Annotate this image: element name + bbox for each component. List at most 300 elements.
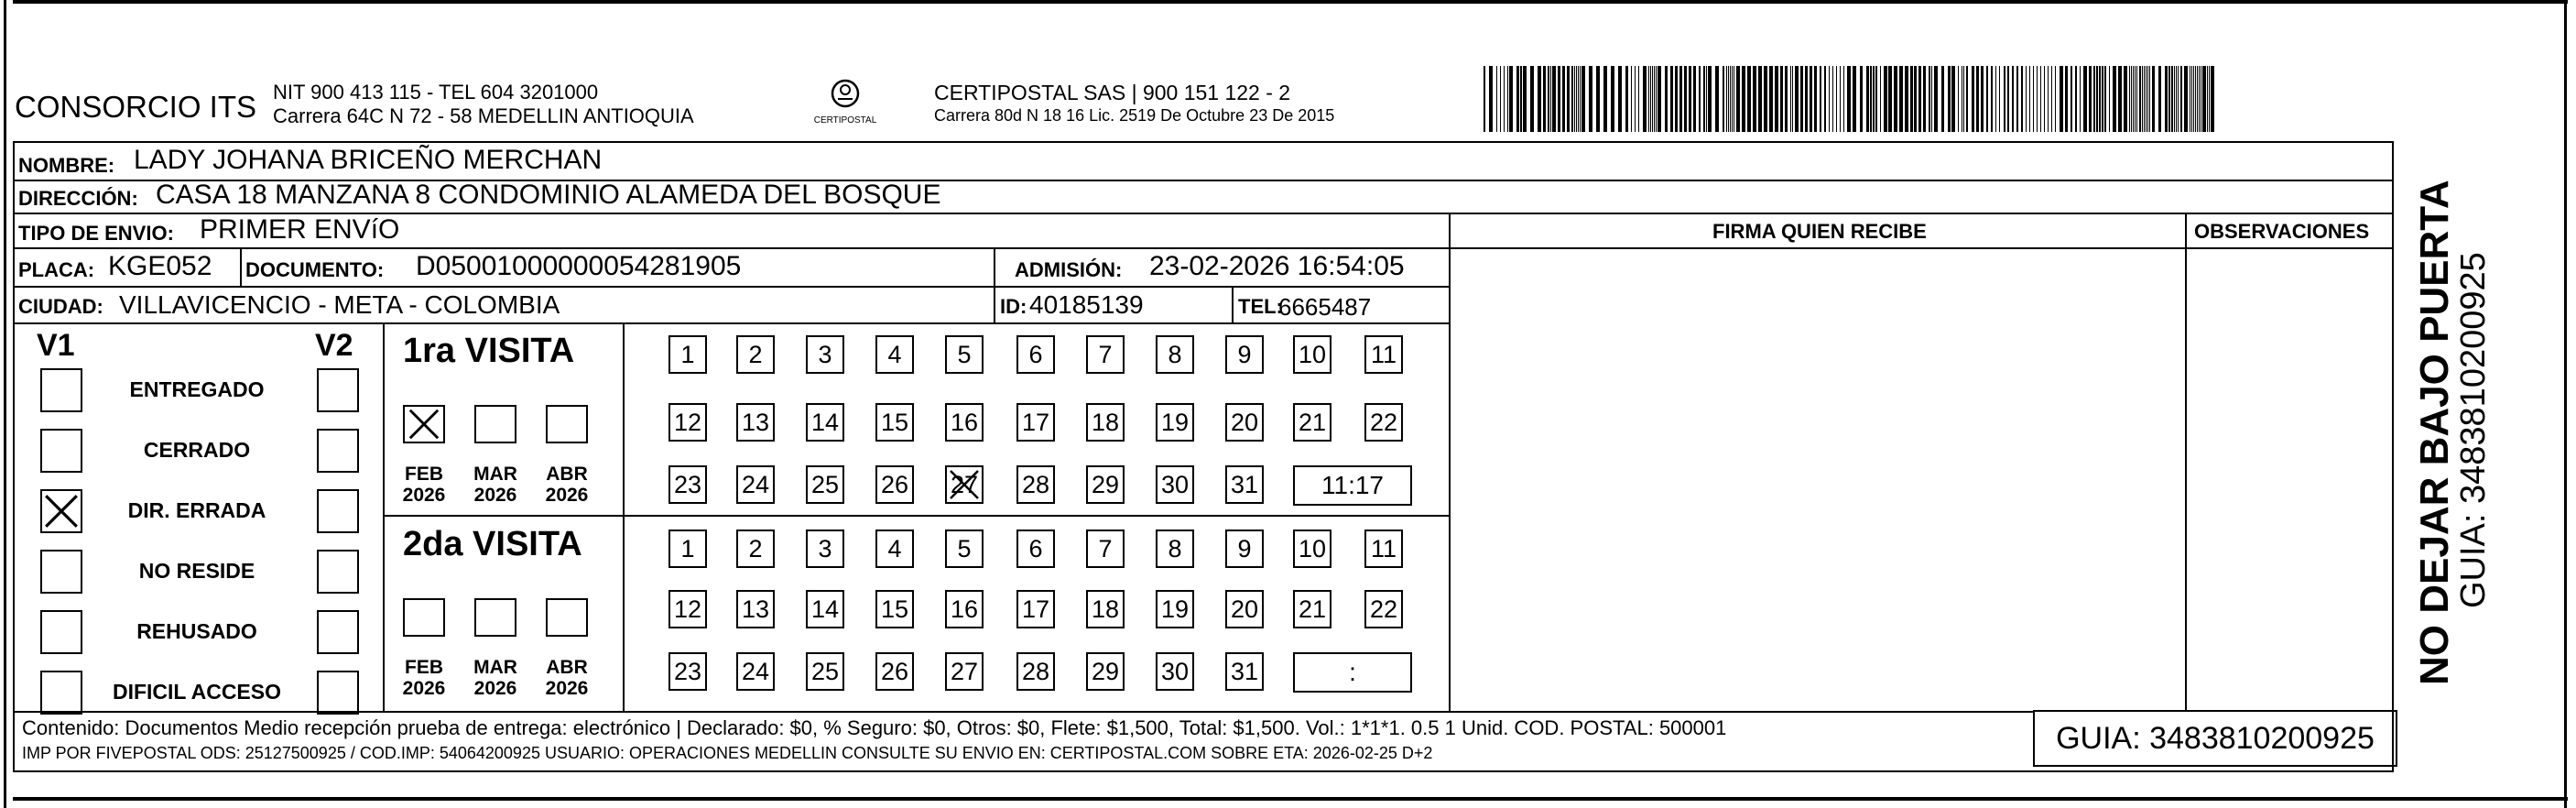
barcode-bar	[1558, 66, 1560, 132]
row-divider	[13, 322, 1451, 324]
day-box: 14	[806, 590, 844, 628]
barcode-bar	[1934, 66, 1938, 132]
day-box: 15	[875, 590, 914, 628]
status-label: REHUSADO	[136, 619, 257, 643]
day-box: 18	[1086, 403, 1125, 442]
day-box: 6	[1016, 335, 1055, 374]
v1-checkbox	[40, 671, 82, 715]
day-box: 16	[945, 590, 984, 628]
month-checkbox	[403, 405, 445, 443]
barcode-bar	[2118, 66, 2122, 132]
barcode-bar	[1715, 66, 1719, 132]
col-divider	[623, 322, 625, 711]
barcode-bar	[1530, 66, 1534, 132]
day-box: 10	[1293, 335, 1331, 374]
barcode-bar	[1580, 66, 1581, 132]
barcode-bar	[1500, 66, 1501, 132]
col-divider	[383, 322, 385, 711]
barcode-bar	[1800, 66, 1803, 132]
day-box: 20	[1225, 403, 1264, 442]
barcode-bar	[1873, 66, 1875, 132]
barcode-bar	[1684, 66, 1687, 132]
month-checkbox	[474, 598, 516, 637]
day-box: 8	[1156, 335, 1194, 374]
barcode-bar	[2142, 66, 2143, 132]
day-box: 10	[1293, 530, 1331, 568]
barcode-bar	[1516, 66, 1519, 132]
placa-label: PLACA:	[18, 258, 95, 281]
barcode-bar	[1829, 66, 1830, 132]
barcode-bar	[1884, 66, 1887, 132]
v2-checkbox	[317, 671, 359, 715]
day-box: 30	[1156, 652, 1194, 691]
top-edge	[13, 0, 2568, 4]
barcode-bar	[1814, 66, 1817, 132]
barcode-bar	[2055, 66, 2056, 132]
barcode-bar	[1648, 66, 1649, 132]
day-box: 5	[945, 530, 984, 568]
certipostal-name: CERTIPOSTAL SAS | 900 151 122 - 2	[934, 81, 1291, 104]
day-box: 31	[1225, 465, 1264, 504]
day-box: 26	[875, 652, 914, 691]
day-box: 20	[1225, 590, 1264, 628]
day-box: 24	[736, 652, 775, 691]
sig-header-line	[1449, 247, 2394, 249]
barcode-bar	[2075, 66, 2077, 132]
day-box: 25	[806, 652, 844, 691]
v1-checkbox	[40, 368, 82, 412]
status-label: NO RESIDE	[138, 559, 255, 583]
barcode-bar	[2149, 66, 2150, 132]
barcode-bar	[2139, 66, 2141, 132]
status-label: ENTREGADO	[129, 377, 265, 401]
bottom-edge	[13, 797, 2568, 801]
visit-divider	[383, 515, 1449, 517]
barcode-bar	[2195, 66, 2196, 132]
barcode-bar	[1574, 66, 1575, 132]
barcode-bar	[1888, 66, 1892, 132]
barcode-bar	[1840, 66, 1841, 132]
barcode-bar	[1578, 66, 1579, 132]
barcode-bar	[2071, 66, 2072, 132]
barcode-bar	[1918, 66, 1921, 132]
first-visit-title: 1ra VISITA	[403, 332, 575, 370]
barcode-bar	[1723, 66, 1724, 132]
barcode-bar	[2176, 66, 2177, 132]
day-box: 12	[668, 590, 707, 628]
day-box: 21	[1293, 590, 1331, 628]
day-box: 21	[1293, 403, 1331, 442]
barcode-bar	[2113, 66, 2116, 132]
barcode-bar	[1866, 66, 1869, 132]
day-box: 9	[1225, 530, 1264, 568]
day-box: 4	[875, 530, 914, 568]
col-divider	[2392, 213, 2394, 711]
barcode-bar	[2202, 66, 2206, 132]
documento-label: DOCUMENTO:	[245, 258, 385, 281]
barcode-bar	[2168, 66, 2170, 132]
barcode-bar	[1860, 66, 1863, 132]
nombre-value: LADY JOHANA BRICEÑO MERCHAN	[134, 145, 603, 175]
barcode-bar	[1552, 66, 1556, 132]
day-box: 24	[736, 465, 775, 504]
v2-checkbox	[317, 610, 359, 654]
barcode-bar	[1905, 66, 1908, 132]
status-label: DIR. ERRADA	[127, 498, 266, 522]
barcode-bar	[1824, 66, 1826, 132]
barcode-bar	[1658, 66, 1661, 132]
day-box: 28	[1016, 652, 1055, 691]
nombre-label: NOMBRE:	[18, 154, 115, 177]
day-box: 16	[945, 403, 984, 442]
barcode-bar	[2124, 66, 2127, 132]
barcode-bar	[2178, 66, 2179, 132]
barcode-bar	[1706, 66, 1707, 132]
day-box: 29	[1086, 652, 1125, 691]
barcode-bar	[1693, 66, 1696, 132]
day-box: 19	[1156, 590, 1194, 628]
barcode-bar	[1703, 66, 1705, 132]
documento-value: D05001000000054281905	[416, 251, 742, 281]
barcode-bar	[2133, 66, 2134, 132]
day-box: 23	[668, 652, 707, 691]
barcode-bar	[2051, 66, 2052, 132]
month-label: FEB 2026	[402, 464, 446, 506]
barcode-bar	[1538, 66, 1541, 132]
barcode-bar	[1652, 66, 1653, 132]
col-divider	[240, 247, 242, 286]
day-box: 29	[1086, 465, 1125, 504]
barcode-bar	[1780, 66, 1783, 132]
placa-value: KGE052	[108, 251, 212, 281]
day-box: 27	[945, 465, 984, 504]
barcode-bar	[1728, 66, 1729, 132]
month-checkbox	[546, 598, 588, 637]
tipo-label: TIPO DE ENVIO:	[18, 222, 174, 245]
barcode-bar	[1504, 66, 1505, 132]
admision-label: ADMISIÓN:	[1015, 258, 1123, 281]
day-box: 11	[1364, 530, 1403, 568]
day-box: 7	[1086, 530, 1125, 568]
barcode-bar	[1914, 66, 1917, 132]
barcode-bar	[2180, 66, 2182, 132]
barcode-bar	[1550, 66, 1551, 132]
day-box: 13	[736, 403, 775, 442]
barcode-bar	[2093, 66, 2095, 132]
barcode-bar	[1603, 66, 1607, 132]
barcode-bar	[1958, 66, 1959, 132]
barcode-bar	[1758, 66, 1762, 132]
barcode-bar	[1894, 66, 1897, 132]
day-box: 31	[1225, 652, 1264, 691]
barcode-bar	[1726, 66, 1727, 132]
day-box: 30	[1156, 465, 1194, 504]
barcode-bar	[1805, 66, 1808, 132]
barcode-bar	[2211, 66, 2214, 132]
company-address: Carrera 64C N 72 - 58 MEDELLIN ANTIOQUIA	[273, 104, 694, 127]
day-box: 26	[875, 465, 914, 504]
v1-label: V1	[37, 328, 75, 363]
day-box: 2	[736, 530, 775, 568]
barcode-bar	[2021, 66, 2023, 132]
no-dejar-warning: NO DEJAR BAJO PUERTA	[2412, 180, 2457, 685]
barcode-bar	[1665, 66, 1668, 132]
day-box: 3	[806, 530, 844, 568]
barcode-bar	[1963, 66, 1964, 132]
day-box: 28	[1016, 465, 1055, 504]
col-divider	[994, 247, 995, 322]
status-label: DIFICIL ACCESO	[112, 680, 281, 704]
barcode-bar	[1870, 66, 1872, 132]
day-box: 4	[875, 335, 914, 374]
barcode-bar	[2089, 66, 2092, 132]
barcode-bar	[2171, 66, 2173, 132]
v2-checkbox	[317, 489, 359, 533]
barcode-bar	[1489, 66, 1493, 132]
id-value: 40185139	[1029, 290, 1144, 319]
barcode-bar	[1643, 66, 1647, 132]
barcode-bar	[2040, 66, 2041, 132]
day-box: 15	[875, 403, 914, 442]
barcode-bar	[2152, 66, 2155, 132]
barcode-bar	[2033, 66, 2034, 132]
barcode-bar	[1618, 66, 1622, 132]
logo-text: CERTIPOSTAL	[813, 115, 877, 126]
barcode-bar	[1910, 66, 1913, 132]
barcode-bar	[1708, 66, 1712, 132]
right-edge	[2564, 0, 2567, 808]
barcode-bar	[2004, 66, 2005, 132]
barcode-bar	[1880, 66, 1881, 132]
barcode-bar	[1631, 66, 1632, 132]
barcode-bar	[1929, 66, 1930, 132]
day-box: 12	[668, 403, 707, 442]
barcode-bar	[1795, 66, 1799, 132]
barcode-bar	[2144, 66, 2145, 132]
barcode-bar	[1792, 66, 1793, 132]
barcode-bar	[1596, 66, 1600, 132]
barcode-bar	[2199, 66, 2200, 132]
tipo-value: PRIMER ENVíO	[200, 214, 400, 245]
time-box: :	[1293, 652, 1412, 693]
barcode-bar	[1732, 66, 1733, 132]
day-box: 23	[668, 465, 707, 504]
v2-checkbox	[317, 550, 359, 594]
barcode-bar	[1923, 66, 1926, 132]
day-box: 6	[1016, 530, 1055, 568]
barcode-bar	[2099, 66, 2101, 132]
barcode-bar	[1847, 66, 1851, 132]
row-divider	[13, 711, 2033, 713]
month-label: MAR 2026	[473, 657, 517, 699]
barcode-bar	[1966, 66, 1968, 132]
footer-content: Contenido: Documentos Medio recepción prueba de entrega: electrónico | Declarado: $0, % Seguro: $0, Otros: $0, Flete: $1,500, Total: $1,500. Vol.: 1*1*1. 0.5 1 Unid. COD. POSTAL: 500001	[22, 716, 1727, 739]
tel-value: 6665487	[1278, 293, 1372, 321]
barcode-bar	[1764, 66, 1767, 132]
barcode-bar	[1820, 66, 1821, 132]
certipostal-address: Carrera 80d N 18 16 Lic. 2519 De Octubre 23 De 2015	[934, 106, 1335, 125]
barcode-bar	[1625, 66, 1628, 132]
company-nit: NIT 900 413 115 - TEL 604 3201000	[273, 81, 599, 104]
barcode-bar	[1576, 66, 1577, 132]
barcode-bar	[2080, 66, 2081, 132]
barcode-bar	[2102, 66, 2103, 132]
day-box: 5	[945, 335, 984, 374]
barcode-bar	[1581, 66, 1585, 132]
barcode-bar	[2174, 66, 2175, 132]
barcode-bar	[1730, 66, 1731, 132]
day-box: 19	[1156, 403, 1194, 442]
barcode-bar	[1656, 66, 1657, 132]
barcode-bar	[1650, 66, 1651, 132]
barcode-bar	[1810, 66, 1812, 132]
barcode-bar	[1611, 66, 1614, 132]
month-checkbox	[546, 405, 588, 443]
barcode-bar	[1995, 66, 1996, 132]
barcode-bar	[1699, 66, 1701, 132]
barcode-bar	[1999, 66, 2000, 132]
v1-checkbox	[40, 550, 82, 594]
barcode-bar	[2007, 66, 2009, 132]
barcode-bar	[1951, 66, 1955, 132]
barcode-bar	[1736, 66, 1740, 132]
barcode-bar	[1747, 66, 1751, 132]
day-box: 2	[736, 335, 775, 374]
barcode-bar	[1875, 66, 1877, 132]
barcode-bar	[1484, 66, 1485, 132]
barcode-bar	[1843, 66, 1844, 132]
barcode-bar	[1589, 66, 1592, 132]
barcode-bar	[2096, 66, 2098, 132]
barcode-bar	[1899, 66, 1903, 132]
barcode-bar	[1507, 66, 1508, 132]
barcode-bar	[2165, 66, 2168, 132]
barcode-bar	[1742, 66, 1745, 132]
barcode-bar	[2129, 66, 2130, 132]
day-box: 14	[806, 403, 844, 442]
footer-imp: IMP POR FIVEPOSTAL ODS: 25127500925 / COD.IMP: 54064200925 USUARIO: OPERACIONES MEDELLIN CONSULTE SU ENVIO EN: CERTIPOSTAL.COM SOBRE ETA: 2026-02-25 D+2	[22, 744, 1433, 762]
barcode-bar	[1775, 66, 1778, 132]
v1-checkbox	[40, 489, 82, 533]
day-box: 13	[736, 590, 775, 628]
barcode-bar	[1836, 66, 1837, 132]
day-box: 3	[806, 335, 844, 374]
day-box: 11	[1364, 335, 1403, 374]
ciudad-label: CIUDAD:	[18, 295, 103, 318]
barcode-bar	[2131, 66, 2132, 132]
status-label: CERRADO	[143, 438, 251, 462]
barcode-bar	[1675, 66, 1678, 132]
barcode-bar	[2207, 66, 2208, 132]
barcode-bar	[2193, 66, 2194, 132]
barcode-bar	[1523, 66, 1527, 132]
day-box: 7	[1086, 335, 1125, 374]
barcode-bar	[2029, 66, 2030, 132]
barcode-bar	[2060, 66, 2063, 132]
day-box: 17	[1016, 403, 1055, 442]
admision-value: 23-02-2026 16:54:05	[1149, 251, 1405, 281]
barcode-bar	[1853, 66, 1856, 132]
v1-checkbox	[40, 429, 82, 473]
barcode-bar	[2083, 66, 2087, 132]
barcode-bar	[1981, 66, 1984, 132]
barcode	[1484, 66, 2214, 132]
barcode-bar	[1753, 66, 1756, 132]
barcode-bar	[1509, 66, 1513, 132]
barcode-bar	[1991, 66, 1993, 132]
day-box: 17	[1016, 590, 1055, 628]
barcode-bar	[2037, 66, 2038, 132]
month-checkbox	[403, 598, 445, 637]
barcode-bar	[1931, 66, 1932, 132]
day-box: 25	[806, 465, 844, 504]
barcode-bar	[1548, 66, 1549, 132]
barcode-bar	[2191, 66, 2192, 132]
barcode-bar	[2065, 66, 2068, 132]
barcode-bar	[2104, 66, 2106, 132]
barcode-bar	[1769, 66, 1773, 132]
barcode-bar	[2197, 66, 2198, 132]
barcode-bar	[1654, 66, 1655, 132]
barcode-bar	[2184, 66, 2188, 132]
v2-label: V2	[315, 328, 353, 363]
day-box: 18	[1086, 590, 1125, 628]
barcode-bar	[1976, 66, 1979, 132]
certipostal-logo	[808, 77, 883, 130]
barcode-bar	[1679, 66, 1682, 132]
ciudad-value: VILLAVICENCIO - META - COLOMBIA	[119, 290, 560, 319]
barcode-bar	[1543, 66, 1546, 132]
second-visit-title: 2da VISITA	[403, 525, 582, 563]
tel-label: TEL:	[1238, 295, 1283, 318]
firma-label: FIRMA QUIEN RECIBE	[1712, 220, 1927, 243]
barcode-bar	[1571, 66, 1573, 132]
barcode-bar	[2044, 66, 2045, 132]
barcode-bar	[2158, 66, 2161, 132]
month-label: ABR 2026	[545, 464, 589, 506]
barcode-bar	[1972, 66, 1974, 132]
guia-box: GUIA: 3483810200925	[2033, 710, 2397, 767]
time-box: 11:17	[1293, 465, 1412, 506]
barcode-bar	[2146, 66, 2147, 132]
day-box: 22	[1364, 590, 1403, 628]
day-box: 1	[668, 335, 707, 374]
barcode-bar	[2109, 66, 2110, 132]
side-guia: GUIA: 3483810200925	[2454, 252, 2493, 608]
barcode-bar	[2048, 66, 2049, 132]
col-divider	[1449, 213, 1451, 711]
barcode-bar	[1670, 66, 1673, 132]
left-edge	[4, 0, 6, 808]
barcode-bar	[2026, 66, 2027, 132]
month-checkbox	[474, 405, 516, 443]
barcode-bar	[1567, 66, 1570, 132]
barcode-bar	[2136, 66, 2137, 132]
barcode-bar	[2012, 66, 2014, 132]
day-box: 1	[668, 530, 707, 568]
barcode-bar	[1496, 66, 1497, 132]
barcode-bar	[1785, 66, 1788, 132]
barcode-bar	[2147, 66, 2148, 132]
v2-checkbox	[317, 429, 359, 473]
month-label: MAR 2026	[473, 464, 517, 506]
barcode-bar	[1790, 66, 1791, 132]
col-divider	[2185, 213, 2187, 711]
month-label: FEB 2026	[402, 657, 446, 699]
id-label: ID:	[1000, 295, 1027, 318]
barcode-bar	[1638, 66, 1639, 132]
observaciones-label: OBSERVACIONES	[2194, 220, 2370, 243]
